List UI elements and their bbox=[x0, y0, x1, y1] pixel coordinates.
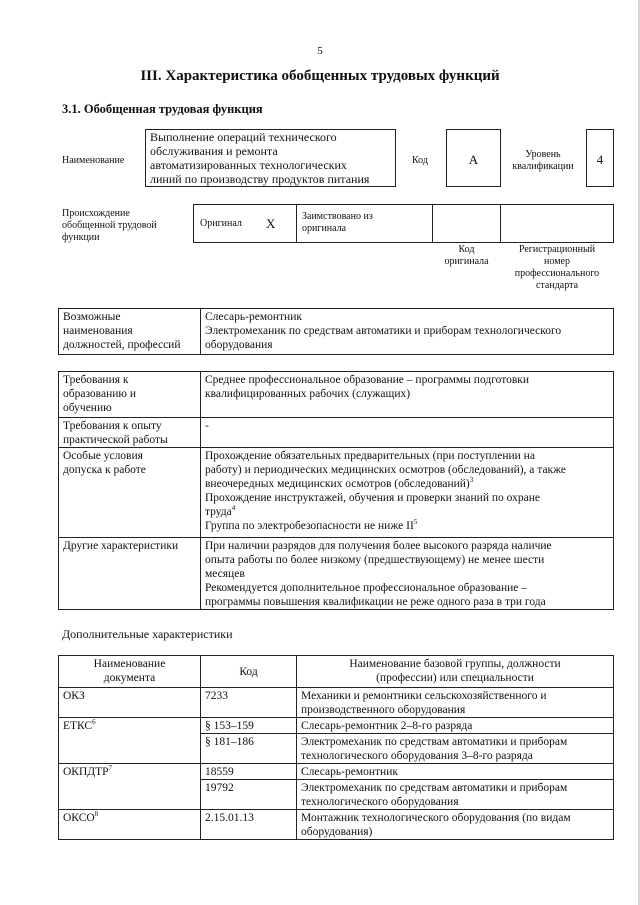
reg-number-caption bbox=[500, 244, 614, 292]
name-label: Наименование bbox=[62, 155, 125, 166]
caption-line: профессионального bbox=[514, 268, 600, 279]
label-line: образованию и bbox=[63, 388, 136, 400]
value-line: Рекомендуется дополнительное профессиональное образование – bbox=[205, 582, 528, 594]
footnote-mark: 8 bbox=[94, 810, 99, 819]
requirement-value bbox=[201, 372, 614, 418]
requirement-label bbox=[59, 538, 201, 610]
code-label: Код bbox=[412, 155, 428, 166]
label-line: должностей, профессий bbox=[63, 339, 181, 351]
doc-cell bbox=[59, 810, 201, 840]
label-line: Другие характеристики bbox=[63, 540, 179, 552]
footnote-mark: 7 bbox=[108, 764, 113, 773]
divider bbox=[432, 204, 433, 243]
value-line: опыта работы по более низкому (предшествующему) не менее шести bbox=[205, 554, 545, 566]
function-name-line: обслуживания и ремонта bbox=[150, 144, 278, 158]
value-line: месяцев bbox=[205, 568, 245, 580]
header-line: (профессии) или специальности bbox=[376, 672, 534, 684]
table-row bbox=[59, 688, 614, 718]
doc-cell bbox=[59, 688, 201, 718]
caption-line: стандарта bbox=[535, 280, 579, 291]
value-line: - bbox=[205, 420, 209, 432]
level-value: 4 bbox=[596, 152, 604, 167]
table-row bbox=[59, 718, 614, 734]
value-line: Прохождение инструктажей, обучения и проверки знаний по охране bbox=[205, 492, 540, 504]
value-line: При наличии разрядов для получения более высокого разряда наличие bbox=[205, 540, 552, 552]
page-title: III. Характеристика обобщенных трудовых функций bbox=[140, 68, 500, 84]
header-line: Наименование bbox=[93, 658, 166, 670]
function-name-line: автоматизированных технологических bbox=[150, 158, 347, 172]
code-origin-caption bbox=[433, 244, 500, 268]
value-line: программы повышения квалификации не реже одного раза в три года bbox=[205, 596, 546, 608]
additional-heading: Дополнительные характеристики bbox=[62, 627, 233, 641]
label-line: Требования к опыту bbox=[63, 420, 162, 432]
level-label-line: Уровень bbox=[525, 149, 561, 160]
function-name-line: Выполнение операций технического bbox=[150, 130, 337, 144]
label-line: наименования bbox=[63, 325, 133, 337]
name-line: технологического оборудования bbox=[301, 796, 459, 808]
code-cell: 7233 bbox=[201, 688, 297, 718]
position-item: Электромеханик по средствам автоматики и приборам технологического bbox=[205, 325, 562, 337]
position-item: оборудования bbox=[205, 339, 273, 351]
name-line: Слесарь-ремонтник 2–8-го разряда bbox=[301, 720, 473, 732]
code-value: А bbox=[468, 152, 479, 167]
divider bbox=[500, 204, 501, 243]
name-line: Электромеханик по средствам автоматики и приборам bbox=[301, 782, 568, 794]
requirement-value bbox=[201, 448, 614, 538]
positions-label bbox=[59, 309, 201, 355]
value-line: квалифицированных рабочих (служащих) bbox=[205, 388, 411, 400]
name-line: Механики и ремонтники сельскохозяйственного и bbox=[301, 690, 547, 702]
label-line: практической работы bbox=[63, 434, 168, 446]
doc-name: ОКСО bbox=[63, 812, 95, 824]
header-line: Наименование базовой группы, должности bbox=[349, 658, 561, 670]
caption-line: Регистрационный bbox=[518, 244, 596, 255]
label-line: Особые условия bbox=[63, 450, 143, 462]
footnote-mark: 4 bbox=[231, 504, 236, 513]
name-line: Монтажник технологического оборудования (по видам bbox=[301, 812, 571, 824]
doc-name: ОКПДТР bbox=[63, 766, 109, 778]
position-item: Слесарь-ремонтник bbox=[205, 311, 302, 323]
origin-label bbox=[62, 208, 157, 244]
doc-cell bbox=[59, 764, 201, 810]
value-line bbox=[205, 519, 609, 533]
borrowed-label bbox=[302, 211, 373, 235]
label-line: обучению bbox=[63, 402, 112, 414]
header-cell-code: Код bbox=[201, 656, 297, 688]
footnote-mark: 6 bbox=[92, 718, 96, 727]
header-cell-document bbox=[59, 656, 201, 688]
requirement-label bbox=[59, 418, 201, 448]
level-label-line: квалификации bbox=[512, 161, 574, 172]
name-line: технологического оборудования 3–8-го разряда bbox=[301, 750, 533, 762]
borrowed-label-line: оригинала bbox=[302, 223, 347, 234]
name-cell bbox=[297, 688, 614, 718]
additional-table bbox=[58, 655, 614, 840]
borrowed-label-line: Заимствовано из bbox=[302, 211, 373, 222]
label-line: допуска к работе bbox=[63, 464, 146, 476]
header-cell-name bbox=[297, 656, 614, 688]
doc-name: ОКЗ bbox=[63, 690, 85, 702]
code-cell: 2.15.01.13 bbox=[201, 810, 297, 840]
code-cell: § 153–159 bbox=[201, 718, 297, 734]
caption-line: оригинала bbox=[444, 256, 489, 267]
value-line bbox=[205, 477, 609, 491]
requirements-table bbox=[58, 371, 614, 610]
footnote-mark: 5 bbox=[413, 518, 418, 527]
value-line: Среднее профессиональное образование – программы подготовки bbox=[205, 374, 530, 386]
positions-values bbox=[201, 309, 614, 355]
requirement-value bbox=[201, 538, 614, 610]
requirement-label bbox=[59, 372, 201, 418]
value-text: труда bbox=[205, 506, 232, 518]
header-line: документа bbox=[103, 672, 156, 684]
code-cell: 19792 bbox=[201, 780, 297, 810]
name-line: Слесарь-ремонтник bbox=[301, 766, 398, 778]
level-box bbox=[586, 129, 614, 187]
table-row bbox=[59, 810, 614, 840]
name-cell bbox=[297, 718, 614, 734]
code-cell: § 181–186 bbox=[201, 734, 297, 764]
positions-table bbox=[58, 308, 614, 355]
value-line bbox=[205, 505, 609, 519]
code-cell: 18559 bbox=[201, 764, 297, 780]
doc-name: ЕТКС bbox=[63, 720, 93, 732]
original-label: Оригинал bbox=[200, 218, 242, 229]
label-line: Требования к bbox=[63, 374, 129, 386]
caption-line: Код bbox=[458, 244, 475, 255]
origin-label-line: обобщенной трудовой bbox=[62, 220, 157, 231]
name-cell bbox=[297, 734, 614, 764]
label-line: Возможные bbox=[63, 311, 121, 323]
doc-cell bbox=[59, 718, 201, 764]
name-cell bbox=[297, 810, 614, 840]
level-label bbox=[503, 149, 583, 173]
name-line: производственного оборудования bbox=[301, 704, 466, 716]
section-subtitle: 3.1. Обобщенная трудовая функция bbox=[62, 102, 263, 116]
value-text: внеочередных медицинских осмотров (обследований) bbox=[205, 478, 470, 490]
value-line: Прохождение обязательных предварительных (при поступлении на bbox=[205, 450, 535, 462]
function-name-line: линий по производству продуктов питания bbox=[150, 172, 370, 186]
table-row bbox=[59, 764, 614, 780]
divider bbox=[296, 204, 297, 243]
name-line: Электромеханик по средствам автоматики и приборам bbox=[301, 736, 568, 748]
footnote-mark: 3 bbox=[469, 476, 474, 485]
value-line: работу) и периодических медицинских осмотров (обследований), а также bbox=[205, 464, 567, 476]
function-name-box bbox=[145, 129, 396, 187]
original-mark: Х bbox=[266, 216, 276, 231]
code-box bbox=[446, 129, 501, 187]
origin-label-line: Происхождение bbox=[62, 208, 130, 219]
name-line: оборудования) bbox=[301, 826, 373, 838]
requirement-value bbox=[201, 418, 614, 448]
requirement-label bbox=[59, 448, 201, 538]
origin-box bbox=[193, 204, 614, 243]
caption-line: номер bbox=[544, 256, 570, 267]
name-cell bbox=[297, 764, 614, 780]
page-number: 5 bbox=[317, 45, 323, 57]
origin-label-line: функции bbox=[62, 232, 100, 243]
name-cell bbox=[297, 780, 614, 810]
value-text: Группа по электробезопасности не ниже II bbox=[205, 520, 414, 532]
